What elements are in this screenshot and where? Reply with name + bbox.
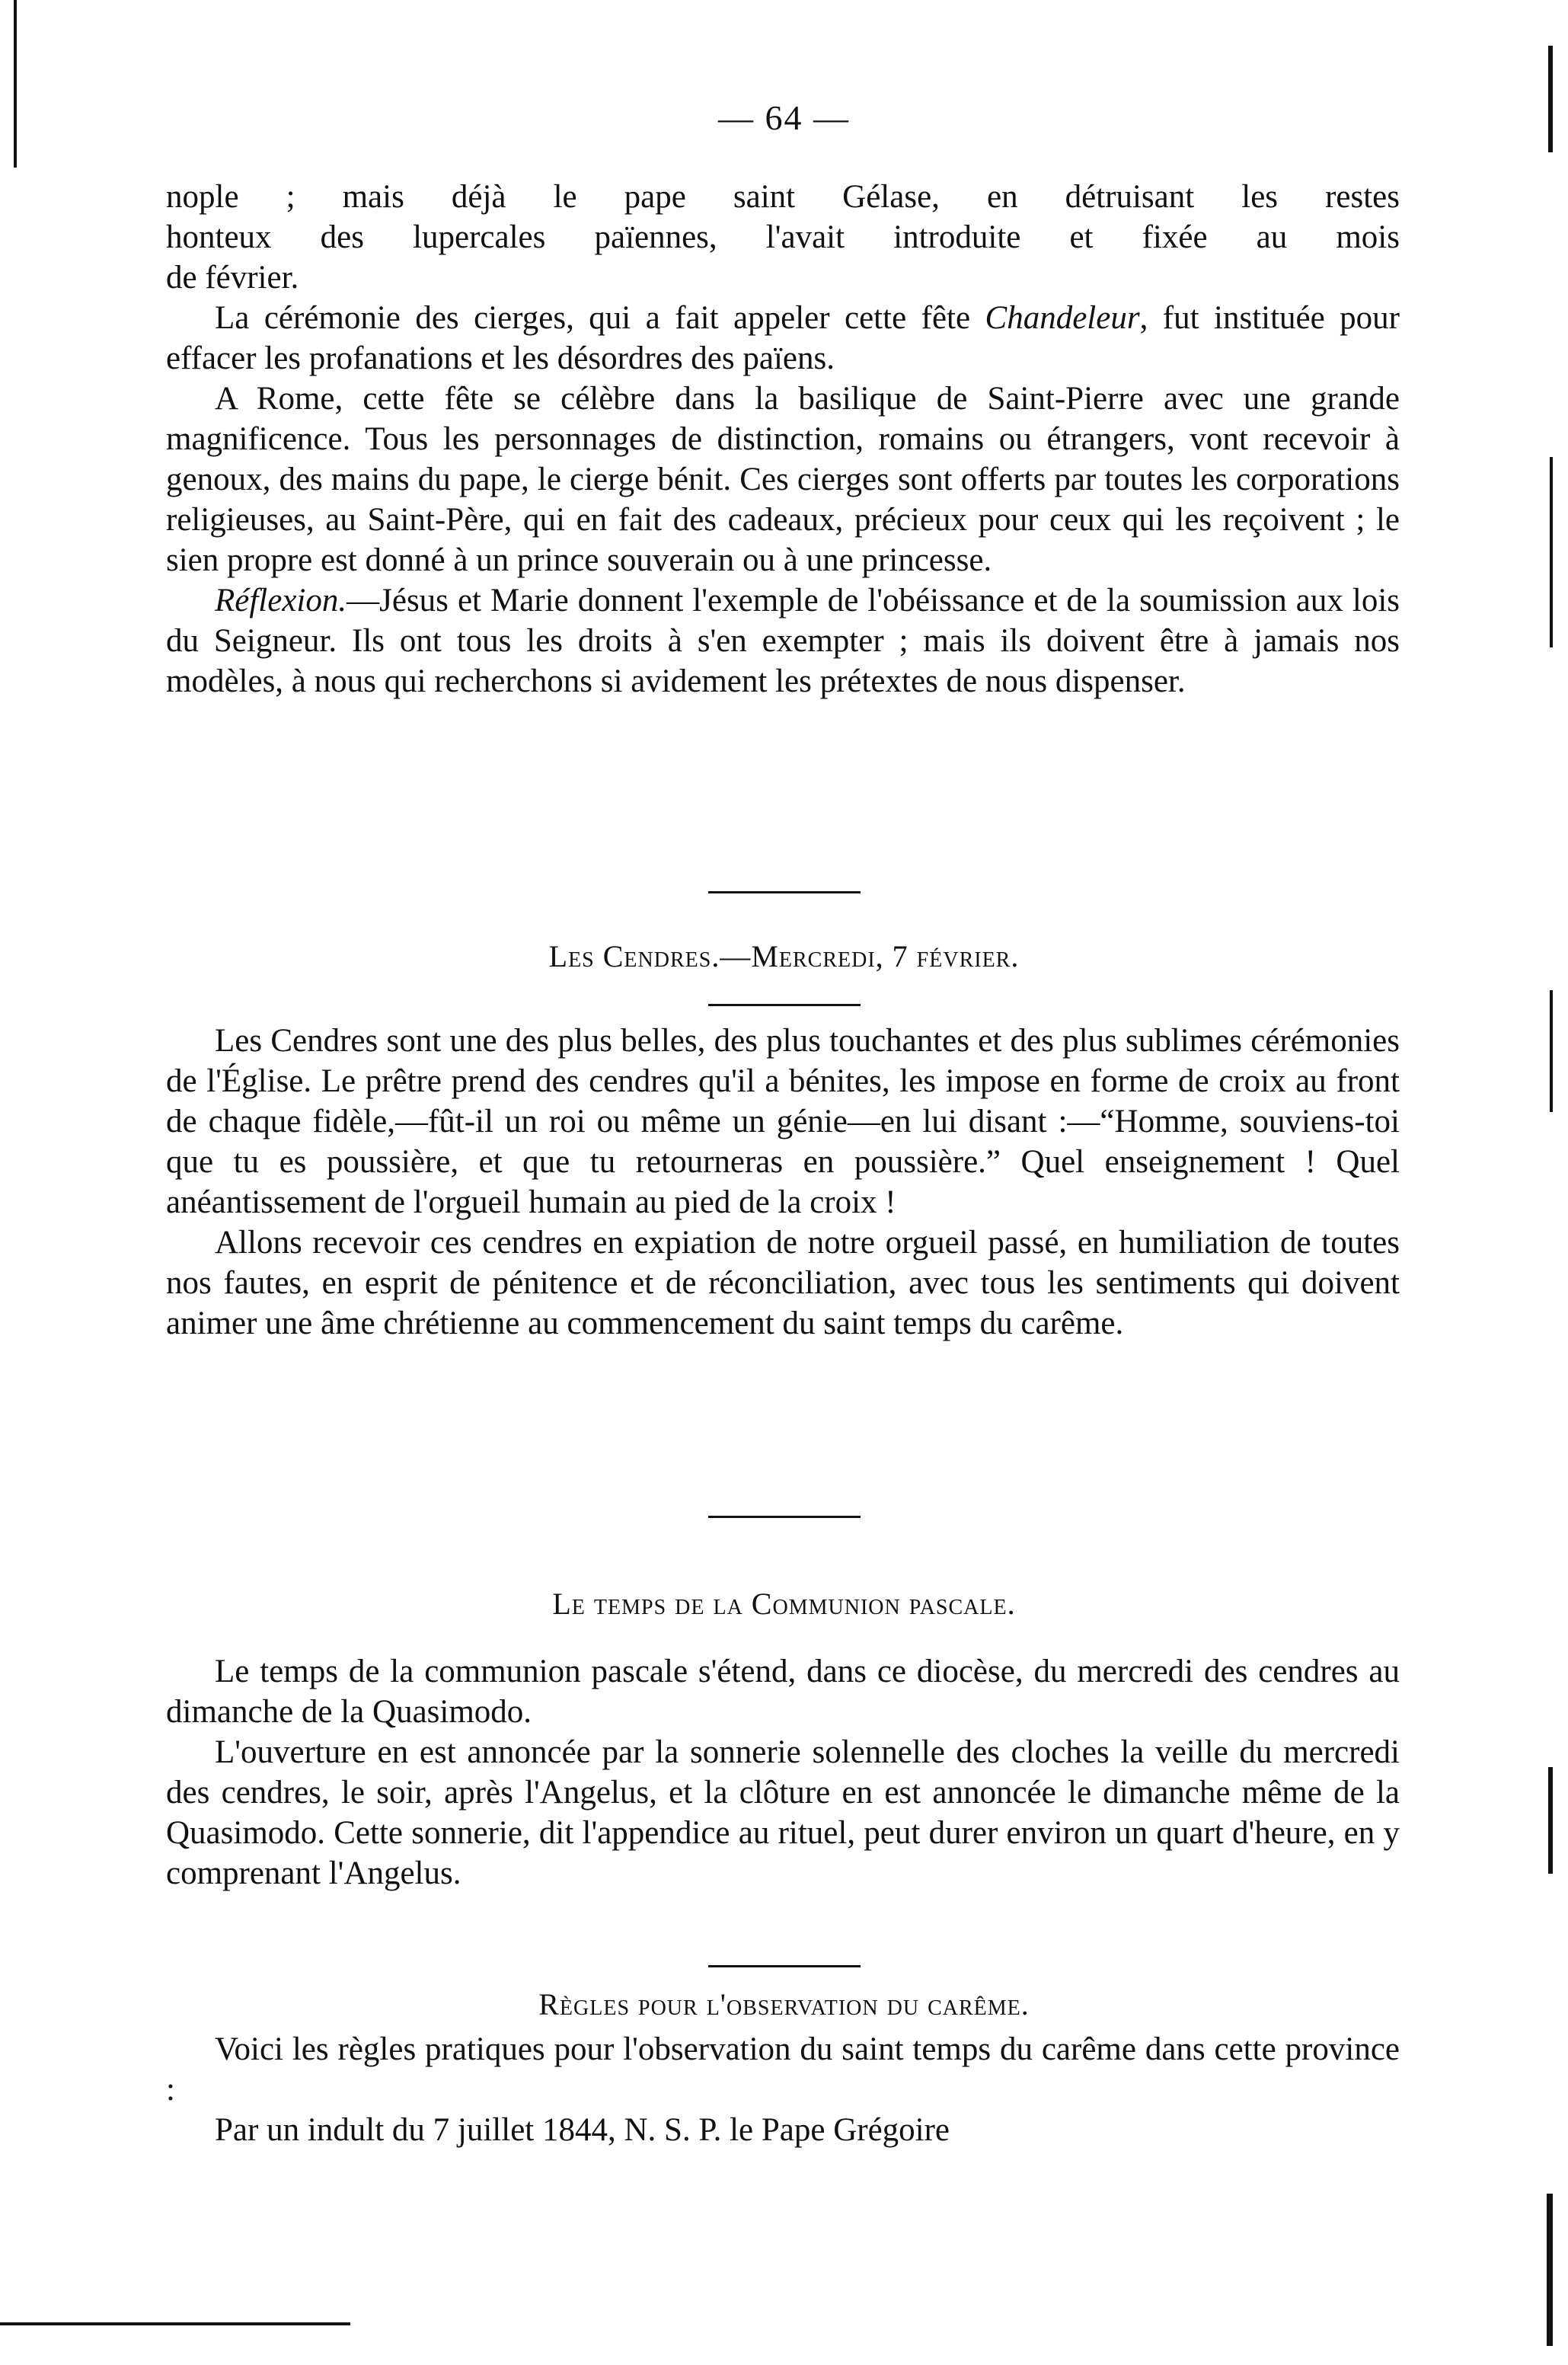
careme-block <box>166 2029 1400 2150</box>
paragraph-chandeleur <box>166 298 1400 379</box>
section-divider <box>708 1516 861 1518</box>
page-edge-left <box>14 0 17 168</box>
paragraph-communion-1: Le temps de la communion pascale s'étend, dans ce diocèse, du mercredi des cendres au dimanche de la Quasimodo. <box>166 1654 1400 1730</box>
paragraph-reflexion <box>166 580 1400 702</box>
communion-block <box>166 1651 1400 1894</box>
page-edge-bottom <box>0 2322 350 2325</box>
page-edge-right <box>1548 1767 1553 1874</box>
paragraph-careme-2: Par un indult du 7 juillet 1844, N. S. P. le Pape Grégoire <box>215 2112 950 2148</box>
section-heading-cendres: Les Cendres.—Mercredi, 7 février. <box>548 939 1020 973</box>
intro-line: de février. <box>166 260 299 296</box>
paragraph-cendres-2: Allons recevoir ces cendres en expiation de notre orgueil passé, en humiliation de toutes nos fautes, en esprit de pénitence et de réconciliation, avec tous les sentiments qui doivent animer une âme chrétienne au commencement du saint temps du carême. <box>166 1225 1400 1341</box>
page-edge-right <box>1550 457 1553 647</box>
paragraph-careme-1: Voici les règles pratiques pour l'observation du saint temps du carême dans cette province : <box>166 2031 1400 2108</box>
section-divider <box>708 1004 861 1006</box>
section-divider <box>708 891 861 893</box>
reflexion-text: —Jésus et Marie donnent l'exemple de l'obéissance et de la soumission aux lois du Seigneur. Ils ont tous les droits à s'en exempter ; mais ils doivent être à jamais nos modèles, à nous qui recherchons si avidement les prétextes de nous dispenser. <box>166 583 1400 699</box>
section-heading-communion: Le temps de la Communion pascale. <box>552 1587 1016 1621</box>
section-divider <box>708 1965 861 1967</box>
intro-line: honteux des lupercales païennes, l'avait introduite et fixée au mois <box>166 219 1400 255</box>
italic-term: Chandeleur <box>985 300 1140 336</box>
cendres-block <box>166 1021 1400 1344</box>
paragraph-cendres-1: Les Cendres sont une des plus belles, des plus touchantes et des plus sublimes cérémonies de l'Église. Le prêtre prend des cendres qu'il a bénites, les impose en forme de croix au front de chaque fidèle,—fût-il un roi ou même un génie—en lui disant :—“Homme, souviens-toi que tu es poussière, et que tu retourneras en poussière.” Quel enseignement ! Quel anéantissement de l'orgueil humain au pied de la croix ! <box>166 1023 1400 1220</box>
paragraph-text: , fut instituée pour effacer les profanations et les désordres des païens. <box>166 300 1400 376</box>
page-edge-right <box>1550 990 1553 1112</box>
reflexion-label: Réflexion. <box>215 583 347 618</box>
paragraph-communion-2: L'ouverture en est annoncée par la sonnerie solennelle des cloches la veille du mercredi des cendres, le soir, après l'Angelus, et la clôture en est annoncée le dimanche même de la Quasimodo. Cette sonnerie, dit l'appendice au rituel, peut durer environ un quart d'heure, en y comprenant l'Angelus. <box>166 1734 1400 1891</box>
page-number: — 64 — <box>718 98 850 137</box>
intro-line: nople ; mais déjà le pape saint Gélase, en détruisant les restes <box>166 179 1400 215</box>
page-edge-right <box>1547 2194 1553 2346</box>
section-heading-careme: Règles pour l'observation du carême. <box>538 1987 1030 2021</box>
paragraph-rome: A Rome, cette fête se célèbre dans la basilique de Saint-Pierre avec une grande magnificence. Tous les personnages de distinction, romains ou étrangers, vont recevoir à genoux, des mains du pape, le cierge bénit. Ces cierges sont offerts par toutes les corporations religieuses, au Saint-Père, qui en fait des cadeaux, précieux pour ceux qui les reçoivent ; le sien propre est donné à un prince souverain ou à une princesse. <box>166 381 1400 578</box>
paragraph-text: La cérémonie des cierges, qui a fait appeler cette fête <box>215 300 985 336</box>
intro-block <box>166 177 1400 702</box>
